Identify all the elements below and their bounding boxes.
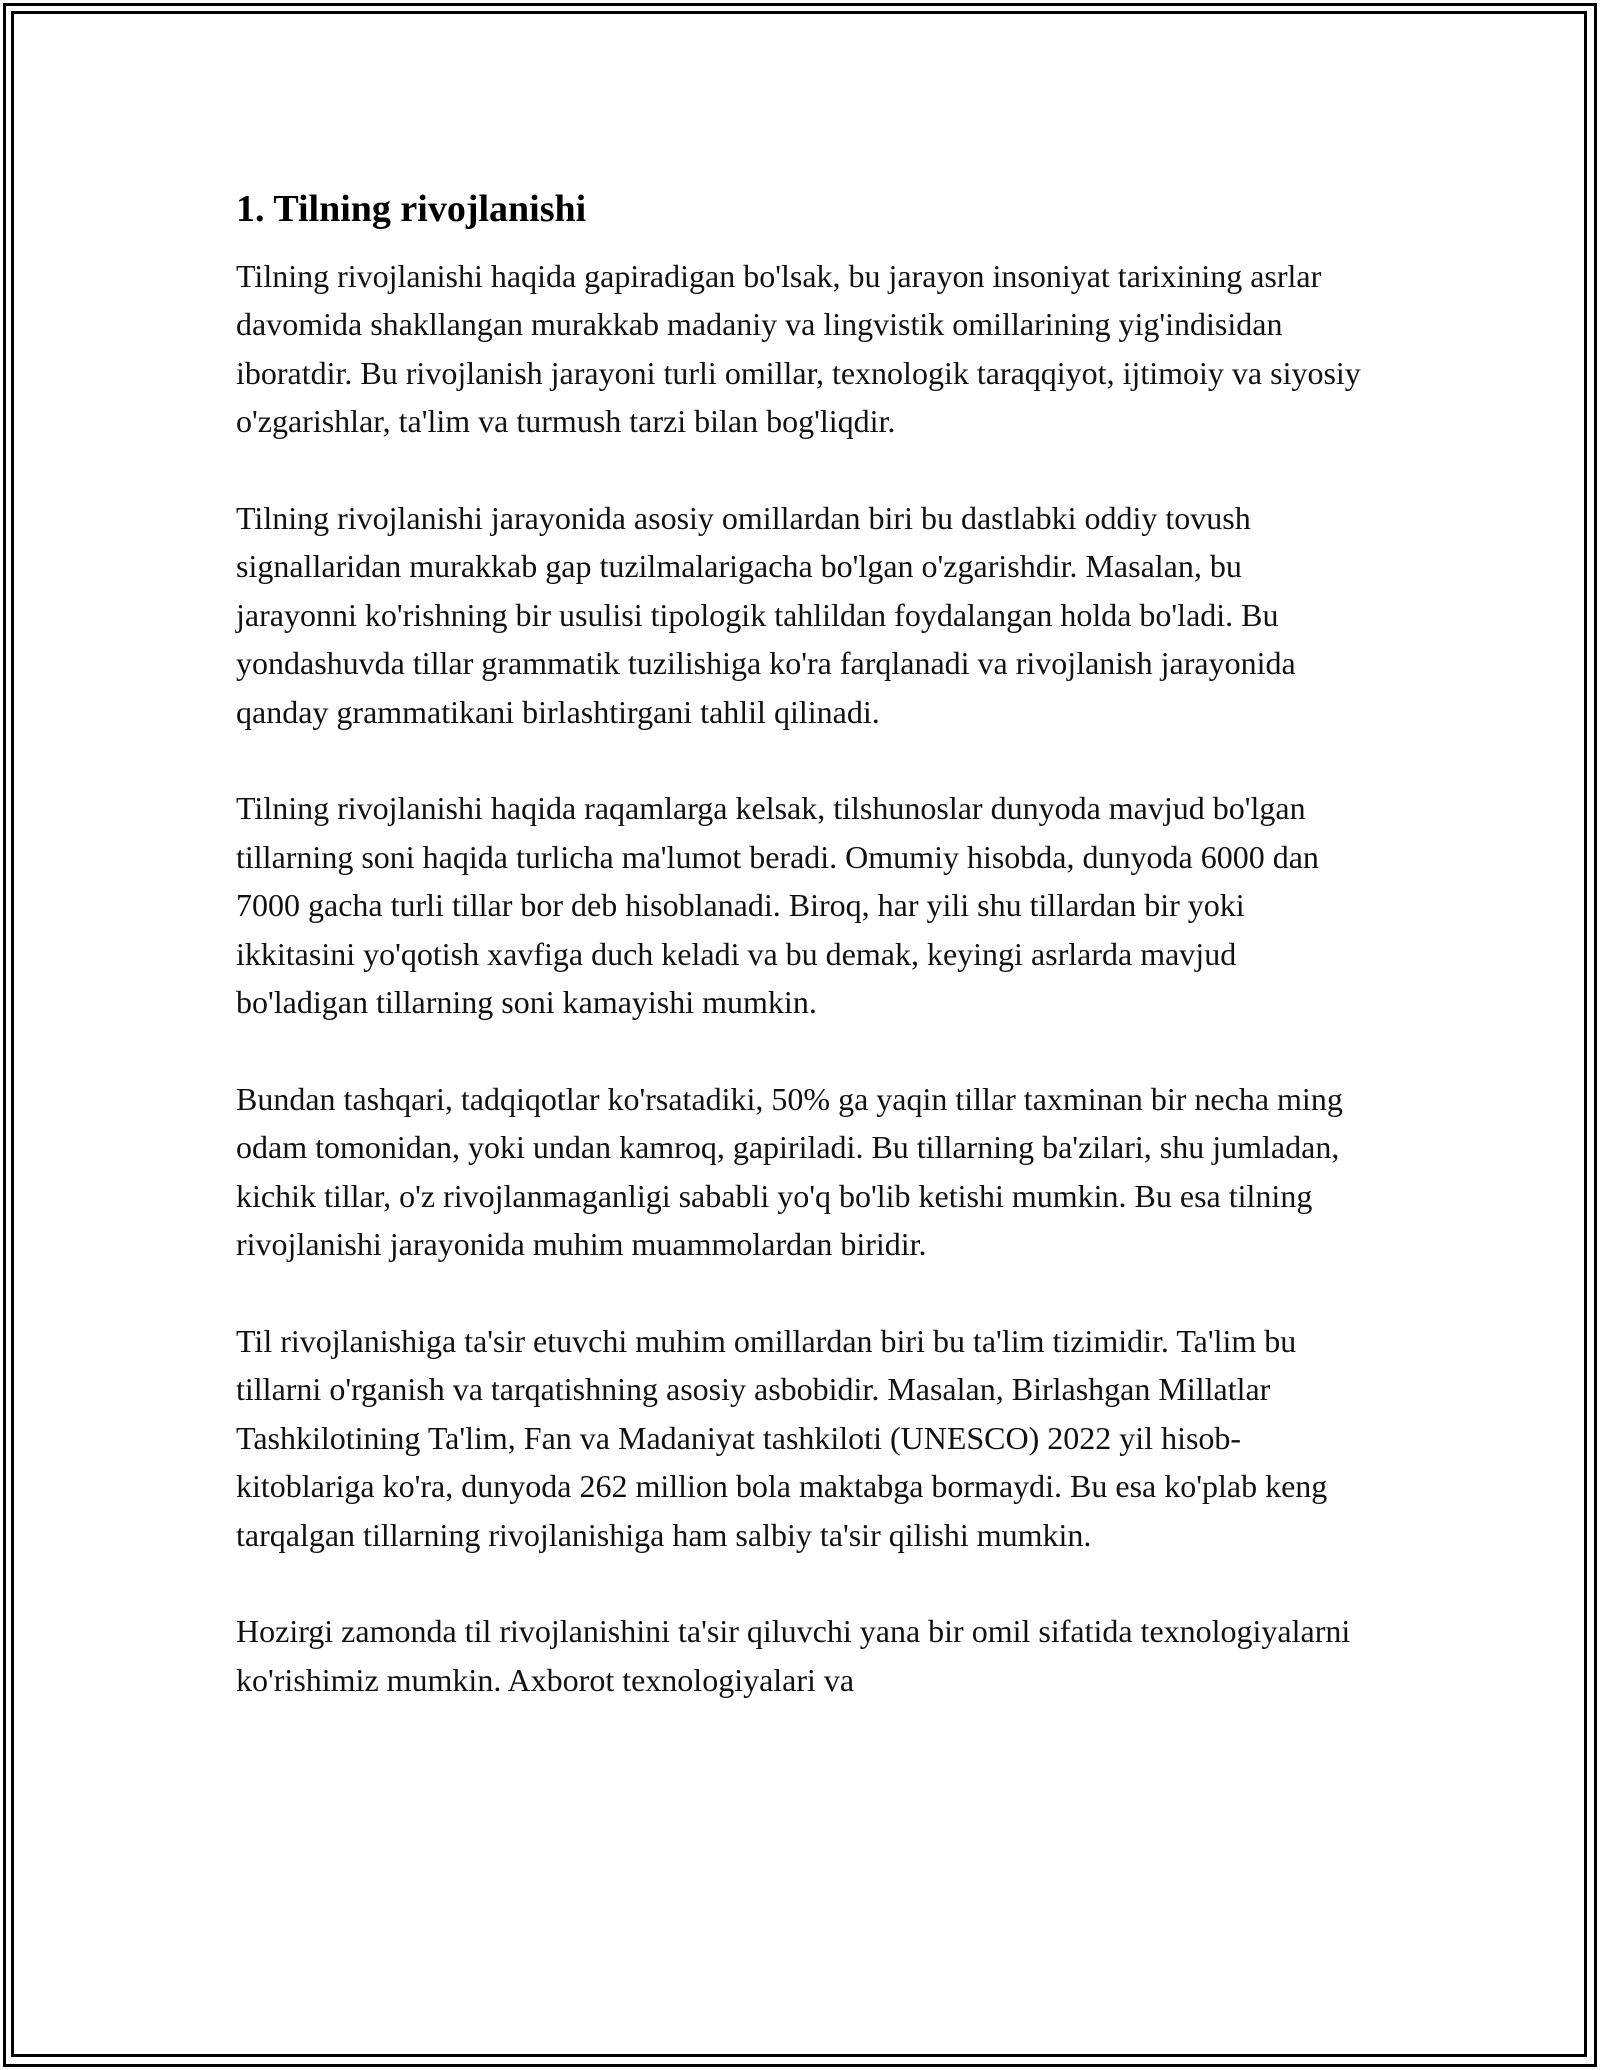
paragraph: Hozirgi zamonda til rivojlanishini ta'sir qiluvchi yana bir omil sifatida texnologiyalarni ko'rishimiz mumkin. Axborot texnologiyalari va (236, 1613, 1351, 1698)
section-heading: 1. Tilning rivojlanishi (236, 188, 587, 230)
paragraph: Tilning rivojlanishi haqida gapiradigan bo'lsak, bu jarayon insoniyat tarixining asrlar davomida shakllangan murakkab madaniy va lingvistik omillarining yig'indisidan iboratdir. Bu rivojlanish jarayoni turli omillar, texnologik taraqqiyot, ijtimoiy va siyosiy o'zgarishlar, ta'lim va turmush tarzi bilan bog'liqdir. (236, 258, 1361, 440)
document-body (236, 186, 1366, 1753)
paragraph: Tilning rivojlanishi haqida raqamlarga kelsak, tilshunoslar dunyoda mavjud bo'lgan tillarning soni haqida turlicha ma'lumot beradi. Omumiy hisobda, dunyoda 6000 dan 7000 gacha turli tillar bor deb hisoblanadi. Biroq, har yili shu tillardan bir yoki ikkitasini yo'qotish xavfiga duch keladi va bu demak, keyingi asrlarda mavjud bo'ladigan tillarning soni kamayishi mumkin. (236, 790, 1319, 1021)
paragraph: Tilning rivojlanishi jarayonida asosiy omillardan biri bu dastlabki oddiy tovush signallaridan murakkab gap tuzilmalarigacha bo'lgan o'zgarishdir. Masalan, bu jarayonni ko'rishning bir usulisi tipologik tahlildan foydalangan holda bo'ladi. Bu yondashuvda tillar grammatik tuzilishiga ko'ra farqlanadi va rivojlanish jarayonida qanday grammatikani birlashtirgani tahlil qilinadi. (236, 500, 1296, 730)
paragraph: Til rivojlanishiga ta'sir etuvchi muhim omillardan biri bu ta'lim tizimidir. Ta'lim bu tillarni o'rganish va tarqatishning asosiy asbobidir. Masalan, Birlashgan Millatlar Tashkilotining Ta'lim, Fan va Madaniyat tashkiloti (UNESCO) 2022 yil hisob-kitoblariga ko'ra, dunyoda 262 million bola maktabga bormaydi. Bu esa ko'plab keng tarqalgan tillarning rivojlanishiga ham salbiy ta'sir qilishi mumkin. (236, 1322, 1328, 1553)
paragraph: Bundan tashqari, tadqiqotlar ko'rsatadiki, 50% ga yaqin tillar taxminan bir necha ming odam tomonidan, yoki undan kamroq, gapiriladi. Bu tillarning ba'zilari, shu jumladan, kichik tillar, o'z rivojlanmaganligi sababli yo'q bo'lib ketishi mumkin. Bu esa tilning rivojlanishi jarayonida muhim muammolardan biridir. (236, 1080, 1343, 1263)
